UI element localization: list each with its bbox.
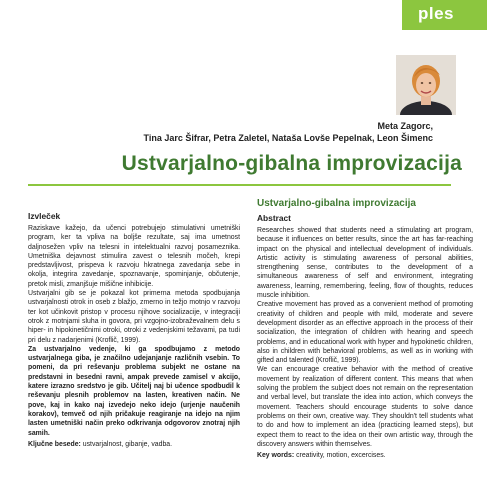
- author-portrait-image: [396, 55, 456, 115]
- slovene-paragraph: Raziskave kažejo, da učenci potrebujejo stimulativni umetniški program, ker ta vpliva na boljše rezultate, saj ima umetnost daljnosežen vpliv na telesni in intelektualni razvoj posameznika. Umetniška dejavnost stimulira zavest o telesnih močeh, krepi predstavljivost, prispeva k razvoju hkratnega zavedanja sebe in okolja, integrira zavedanje, spoznavanje, spominjanje, občutenje, pretok misli, zmanjšuje mišične inhibicije.: [28, 225, 240, 288]
- slovene-keywords: [28, 440, 240, 449]
- slovene-paragraph: Ustvarjalni gib se je pokazal kot primerna metoda spodbujanja ustvarjalnosti otrok in oseb z blažjo, zmerno in težjo motnjo v razvoju ter kot učinkovit pristop v procesu njihove socializacije, v integraciji otrok z motnjami sluha in govora, pri vzgojno-izobraževalnem delu s hiper- in hipokinetičnimi otroki, otroki z vedenjskimi težavami, pa tudi pri delu z nadarjenimi (Kroflič, 1999).: [28, 290, 240, 344]
- title-divider: [28, 184, 451, 186]
- abstract-heading: Abstract: [257, 213, 291, 223]
- english-keywords-label: Key words:: [257, 452, 295, 460]
- authors-block: [144, 120, 433, 144]
- author-line-2: Tina Jarc Šifrar, Petra Zaletel, Nataša Lovše Pepelnak, Leon Šimenc: [143, 133, 433, 143]
- english-column: [257, 198, 473, 460]
- izvlecek-heading: Izvleček: [28, 211, 61, 221]
- english-paragraph: Creative movement has proved as a convenient method of promoting creativity of children and people with mild, moderate and severe development disorder as an effective approach in the process of their socialization, the integration of children with hearing and speech problems, and in educational work with hyper and hypokinetic children, also in children with behavioral problems, as well as in working with gifted and talented (Kroflič, 1999).: [257, 301, 473, 365]
- author-photo: [396, 55, 456, 115]
- english-paragraph: We can encourage creative behavior with the method of creative movement by realization of different content. This means that when solving the problem the subject does not remain on the representation and verbal level, but translate the idea into action, which conveys the movement. Teachers should encourage students to solve dance problems on their own, creative way. They shouldn't tell students what to do and how to implement an idea (practicing learned steps), but expect them to react to the idea on their own artistic way, through the discovery answers within themselves.: [257, 366, 473, 448]
- slovene-keywords-text: ustvarjalnost, gibanje, vadba.: [82, 440, 173, 448]
- article-title: Ustvarjalno-gibalna improvizacija: [121, 152, 462, 175]
- slovene-column: [28, 198, 240, 449]
- english-keywords-text: creativity, motion, excercises.: [296, 452, 386, 460]
- english-paragraph: Researches showed that students need a stimulating art program, because it influences on better results, since the art has far-reaching impact on the physical and intellectual development of individuals. Artistic activity is stimulating awareness of personal abilities, strengthening sense, contributes to the development of a simultaneous awareness of self and environment, integrating awareness, learning, remembering, feeling, flow of thoughts, reduces muscle inhibition.: [257, 227, 473, 300]
- slovene-bold-paragraph: Za ustvarjalno vedenje, ki ga spodbujamo z metodo ustvarjalnega giba, je značilno udejanjanje različnih vsebin. To pomeni, da pri reševanju problema subjekt ne ostane na predstavni in besedni ravni, ampak prevede zamisel v akcijo, katere izrazno sredstvo je gib. Učitelj naj bi učence spodbudil k reševanju plesnih problemov na lasten, kreativen način. Ne pove, kaj in kako naj izvedejo neko idejo (urjenje naučenih korakov), temveč od njih pričakuje reagiranje na idejo na njim lasten umetniški način preko odkrivanja odgovorov znotraj njih samih.: [28, 345, 240, 437]
- section-label: ples: [418, 4, 455, 23]
- author-line-1: Meta Zagorc,: [377, 121, 433, 131]
- slovene-keywords-label: Ključne besede:: [28, 440, 81, 448]
- english-title: Ustvarjalno-gibalna improvizacija: [257, 198, 416, 209]
- english-keywords: [257, 451, 473, 460]
